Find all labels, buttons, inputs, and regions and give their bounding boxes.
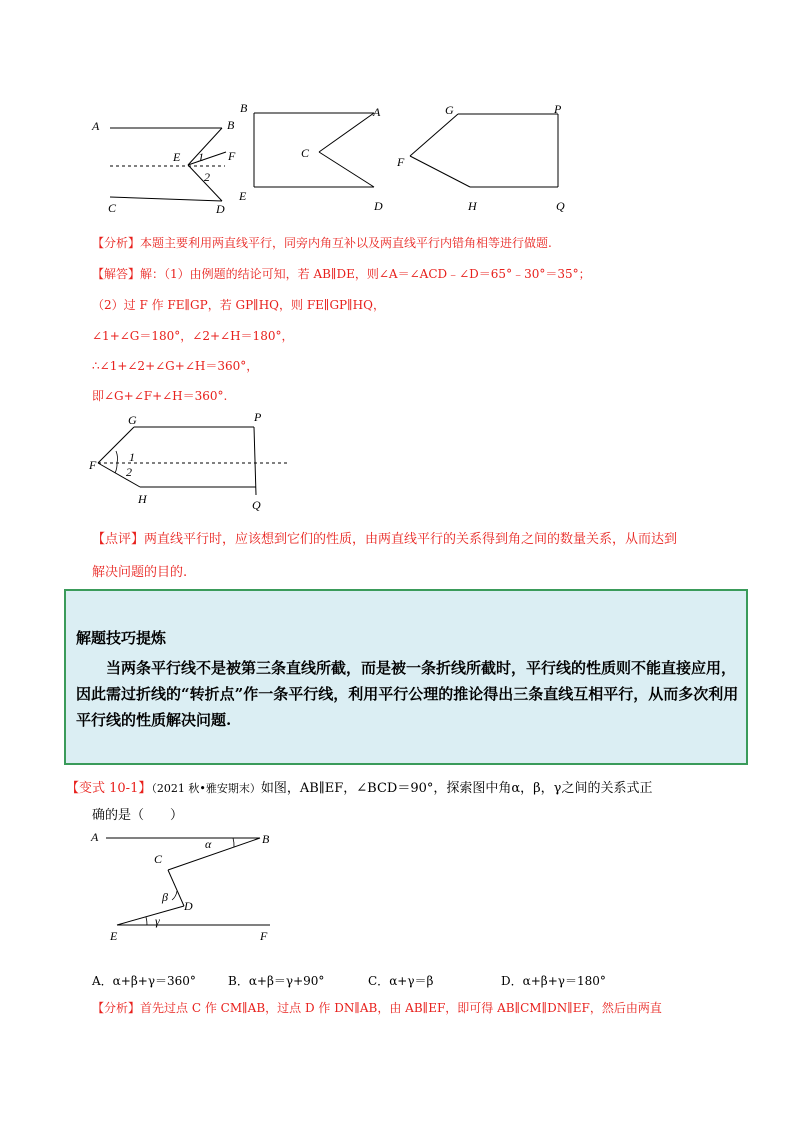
answer-line-4: ∴∠1+∠2+∠G+∠H＝360°， bbox=[92, 359, 259, 373]
figure-3 bbox=[390, 100, 580, 218]
label-E: E bbox=[239, 189, 247, 203]
label-A: A bbox=[92, 119, 100, 133]
variant-tag: 【变式 10-1】 bbox=[66, 781, 152, 796]
label-C: C bbox=[154, 852, 163, 866]
comment-text-1: 两直线平行时，应该想到它们的性质，由两直线平行的关系得到角之间的数量关系，从而达到 bbox=[144, 532, 678, 547]
option-c-text: α+γ＝β bbox=[389, 974, 434, 988]
label-2: 2 bbox=[126, 465, 132, 479]
tip-title: 解题技巧提炼 bbox=[76, 629, 167, 647]
answer-line-1 bbox=[92, 266, 591, 282]
tip-body bbox=[76, 655, 742, 733]
answer-line-5: 即∠G+∠F+∠H＝360°. bbox=[92, 389, 228, 403]
answer-tag: 【解答】 bbox=[92, 267, 141, 281]
label-gamma: γ bbox=[155, 914, 160, 928]
option-a-text: α+β+γ＝360° bbox=[112, 974, 196, 988]
option-c-label: C． bbox=[368, 974, 390, 988]
option-b-label: B． bbox=[228, 974, 249, 988]
answer-line-3: ∠1+∠G＝180°，∠2+∠H＝180°， bbox=[92, 329, 294, 343]
answer-line-2: （2）过 F 作 FE∥GP，若 GP∥HQ，则 FE∥GP∥HQ， bbox=[92, 298, 385, 312]
analysis-text: 本题主要利用两直线平行，同旁内角互补以及两直线平行内错角相等进行做题. bbox=[140, 236, 552, 250]
label-H: H bbox=[138, 492, 147, 506]
label-C: C bbox=[108, 201, 117, 215]
label-F: F bbox=[397, 155, 405, 169]
label-F: F bbox=[89, 458, 97, 472]
label-H: H bbox=[468, 199, 477, 213]
variant-line-1 bbox=[66, 777, 652, 796]
figure-2 bbox=[232, 100, 390, 218]
label-C: C bbox=[301, 146, 310, 160]
option-d-text: α+β+γ＝180° bbox=[522, 974, 606, 988]
label-1: 1 bbox=[198, 150, 204, 164]
option-d[interactable] bbox=[501, 972, 606, 989]
label-B: B bbox=[240, 101, 248, 115]
label-D: D bbox=[216, 202, 225, 216]
label-D: D bbox=[184, 899, 193, 913]
comment-line-1 bbox=[92, 532, 677, 548]
comment-line-2: 解决问题的目的. bbox=[92, 565, 188, 580]
variant-source: （2021 秋•雅安期末） bbox=[151, 782, 261, 795]
label-P: P bbox=[554, 102, 562, 116]
analysis-line bbox=[92, 235, 552, 251]
label-G: G bbox=[128, 413, 137, 427]
label-A: A bbox=[91, 830, 99, 844]
label-P: P bbox=[254, 410, 262, 424]
option-a[interactable] bbox=[92, 972, 196, 989]
tip-text: 当两条平行线不是被第三条直线所截，而是被一条折线所截时，平行线的性质则不能直接应用，因此需过折线的“转折点”作一条平行线，利用平行公理的推论得出三条直线互相平行，从而多次利用平行线的性质解决问题. bbox=[76, 659, 739, 729]
variant-text-1: 如图，AB∥EF，∠BCD＝90°，探索图中角α，β，γ之间的关系式正 bbox=[260, 781, 653, 796]
figure-1 bbox=[80, 100, 250, 218]
label-F: F bbox=[260, 929, 268, 943]
tip-box bbox=[64, 589, 748, 765]
label-alpha: α bbox=[205, 837, 212, 851]
label-Q: Q bbox=[556, 199, 565, 213]
variant-line-2: 确的是（ ） bbox=[92, 808, 184, 823]
label-E: E bbox=[110, 929, 118, 943]
label-F: F bbox=[228, 149, 236, 163]
label-E: E bbox=[173, 150, 181, 164]
label-B: B bbox=[262, 832, 270, 846]
analysis2-text: 首先过点 C 作 CM∥AB，过点 D 作 DN∥AB，由 AB∥EF，即可得 AB∥CM∥DN∥EF，然后由两直 bbox=[140, 1001, 662, 1015]
comment-tag: 【点评】 bbox=[92, 532, 145, 547]
option-c[interactable] bbox=[368, 972, 433, 989]
analysis-tag: 【分析】 bbox=[92, 236, 141, 250]
answer-text-1: 解：（1）由例题的结论可知，若 AB∥DE，则∠A＝∠ACD﹣∠D＝65°﹣30°＝35°； bbox=[140, 267, 591, 281]
label-beta: β bbox=[162, 890, 168, 904]
label-D: D bbox=[374, 199, 383, 213]
label-Q: Q bbox=[252, 498, 261, 512]
figure-mid bbox=[86, 405, 306, 517]
figure-variant bbox=[88, 825, 288, 945]
analysis2-tag: 【分析】 bbox=[92, 1001, 141, 1015]
label-1: 1 bbox=[129, 450, 135, 464]
option-d-label: D． bbox=[501, 974, 523, 988]
label-B: B bbox=[227, 118, 235, 132]
option-b[interactable] bbox=[228, 972, 324, 989]
label-2: 2 bbox=[204, 170, 210, 184]
label-G: G bbox=[445, 103, 454, 117]
label-A: A bbox=[373, 105, 381, 119]
option-a-label: A． bbox=[92, 974, 113, 988]
option-b-text: α+β＝γ+90° bbox=[248, 974, 325, 988]
analysis2-line bbox=[92, 1000, 662, 1016]
